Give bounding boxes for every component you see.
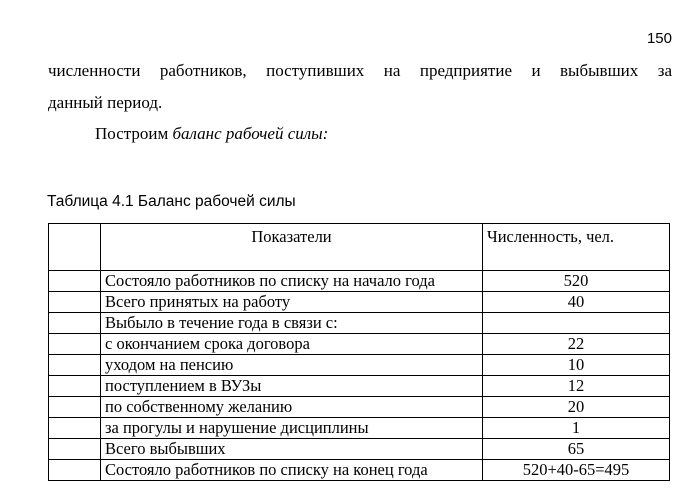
row-value: 520+40-65=495 — [483, 460, 670, 481]
row-value: 10 — [483, 355, 670, 376]
page-number: 150 — [646, 30, 672, 47]
paragraph-line-1: численности работников, поступивших на предприятие и выбывших за — [48, 61, 672, 80]
row-indicator: Состояло работников по списку на начало года — [101, 271, 483, 292]
row-cell-empty — [49, 271, 101, 292]
table-row — [49, 418, 670, 439]
row-indicator: с окончанием срока договора — [101, 334, 483, 355]
row-cell-empty — [49, 397, 101, 418]
row-cell-empty — [49, 292, 101, 313]
row-cell-empty — [49, 334, 101, 355]
table-row — [49, 376, 670, 397]
row-cell-empty — [49, 355, 101, 376]
row-value: 520 — [483, 271, 670, 292]
header-cell-empty — [49, 224, 101, 271]
row-indicator: Всего выбывших — [101, 439, 483, 460]
row-value: 1 — [483, 418, 670, 439]
row-cell-empty — [49, 376, 101, 397]
row-cell-empty — [49, 439, 101, 460]
table-row — [49, 397, 670, 418]
table-header-row — [49, 224, 670, 271]
header-indicators: Показатели — [101, 224, 483, 271]
row-value: 65 — [483, 439, 670, 460]
table-row — [49, 439, 670, 460]
row-indicator: Состояло работников по списку на конец года — [101, 460, 483, 481]
table-row — [49, 355, 670, 376]
row-cell-empty — [49, 418, 101, 439]
paragraph-text: Построим — [95, 124, 173, 143]
table-caption: Таблица 4.1 Баланс рабочей силы — [47, 193, 296, 210]
paragraph-italic-term: баланс рабочей силы: — [172, 124, 329, 143]
row-value — [483, 313, 670, 334]
paragraph-line-3 — [95, 124, 672, 144]
table-row — [49, 313, 670, 334]
table-row — [49, 334, 670, 355]
row-value: 12 — [483, 376, 670, 397]
table-row — [49, 292, 670, 313]
row-indicator: за прогулы и нарушение дисциплины — [101, 418, 483, 439]
row-indicator: Всего принятых на работу — [101, 292, 483, 313]
row-indicator: Выбыло в течение года в связи с: — [101, 313, 483, 334]
table-row — [49, 460, 670, 481]
header-quantity: Численность, чел. — [483, 224, 670, 271]
row-cell-empty — [49, 460, 101, 481]
row-cell-empty — [49, 313, 101, 334]
row-indicator: поступлением в ВУЗы — [101, 376, 483, 397]
table-row — [49, 271, 670, 292]
row-indicator: по собственному желанию — [101, 397, 483, 418]
row-value: 40 — [483, 292, 670, 313]
row-value: 22 — [483, 334, 670, 355]
labor-balance-table — [48, 223, 670, 481]
row-value: 20 — [483, 397, 670, 418]
row-indicator: уходом на пенсию — [101, 355, 483, 376]
paragraph-line-2: данный период. — [48, 93, 163, 112]
